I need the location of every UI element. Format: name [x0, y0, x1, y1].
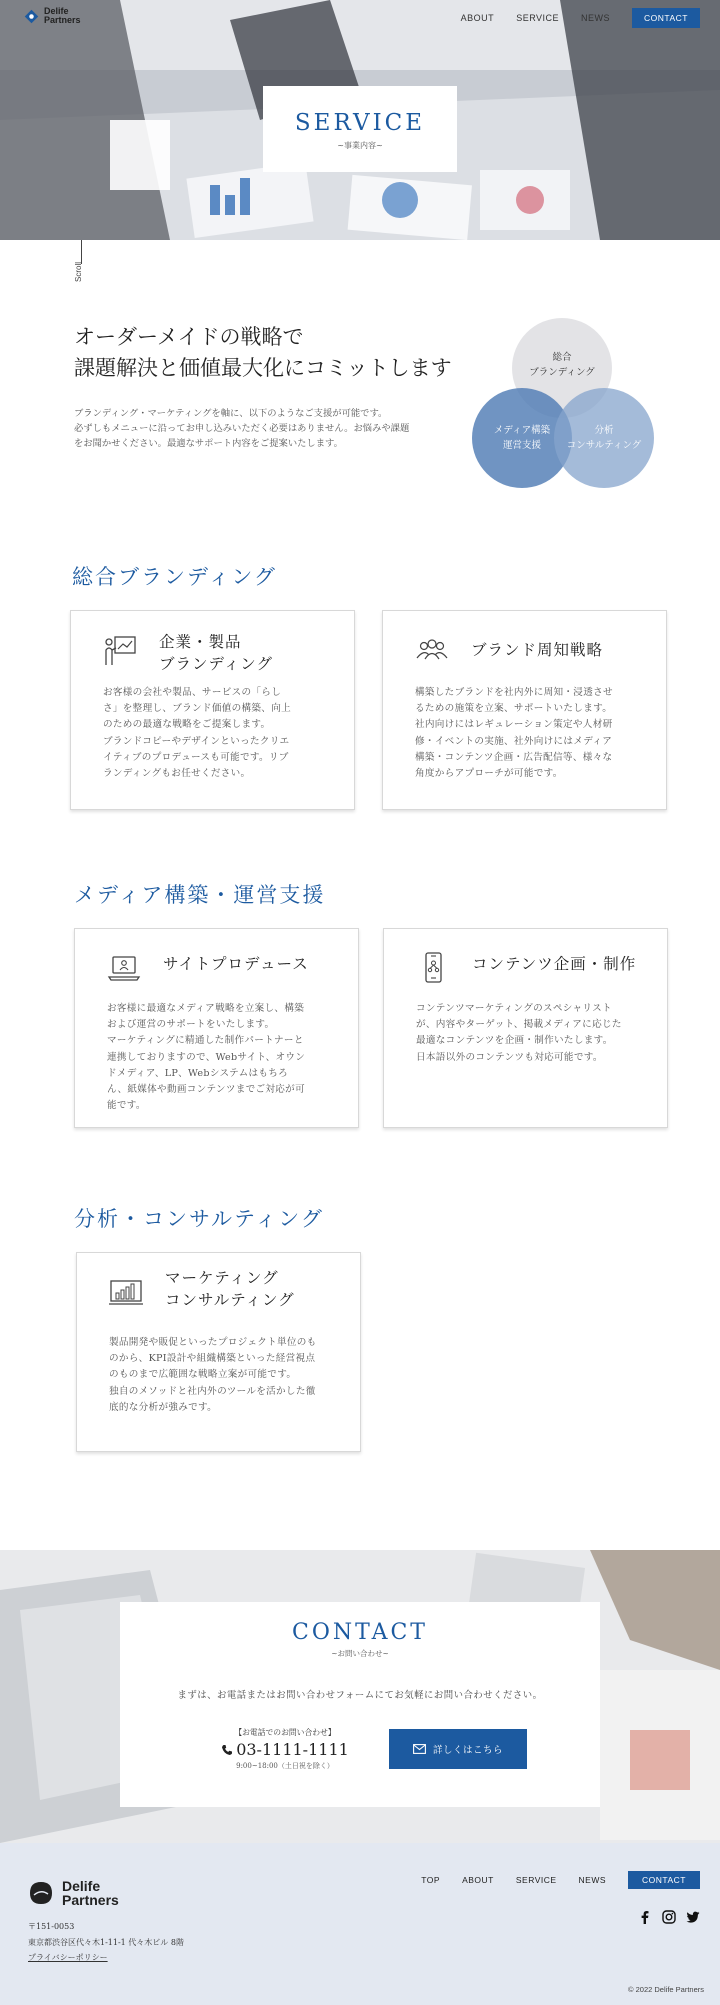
hero-title-box	[263, 86, 457, 172]
footer-logo[interactable]	[28, 1879, 119, 1907]
venn-circle-analysis	[554, 388, 654, 488]
contact-subtitle: ~お問い合わせ~	[331, 1649, 389, 1658]
page-subtitle: ~事業内容~	[337, 141, 383, 150]
intro-text-line1: ブランディング・マーケティングを軸に、以下のようなご支援が可能です。	[74, 408, 388, 419]
hero-image	[0, 0, 720, 240]
nav-contact-button[interactable]: CONTACT	[632, 8, 700, 28]
card-text-line: 能です。	[107, 1100, 146, 1112]
service-card-corporate-branding	[70, 610, 355, 810]
logo-text-line2: Partners	[44, 15, 81, 25]
card-text-line: お客様の会社や製品、サービスの「らし	[103, 687, 282, 698]
logo-mark-icon	[28, 1880, 54, 1906]
contact-panel	[120, 1602, 600, 1807]
venn-analysis-line2: コンサルティング	[566, 440, 642, 451]
venn-analysis-line1: 分析	[594, 425, 614, 436]
twitter-icon[interactable]	[686, 1909, 700, 1923]
social-links	[638, 1909, 700, 1923]
contact-lead-text: まずは、お電話またはお問い合わせフォームにてお気軽にお問い合わせください。	[177, 1690, 543, 1701]
laptop-icon	[107, 951, 141, 985]
site-logo[interactable]	[24, 7, 81, 25]
scroll-indicator[interactable]	[72, 240, 86, 285]
footer-nav-news[interactable]: NEWS	[578, 1875, 607, 1885]
card-text-line: イティブのプロデュースも可能です。リブ	[103, 751, 289, 763]
card-text-line: るための施策を立案、サポートいたします。	[415, 703, 613, 715]
footer-postal: 〒151-0053	[28, 1922, 75, 1931]
nav-news[interactable]: NEWS	[581, 13, 611, 23]
section-title-branding: 総合ブランディング	[72, 565, 277, 589]
phone-contact[interactable]	[220, 1727, 350, 1771]
scroll-line	[81, 240, 82, 264]
nav-service[interactable]: SERVICE	[516, 13, 560, 23]
card-text-line: ドメディア、LP、Webシステムはもちろ	[107, 1067, 289, 1079]
card-text	[107, 1001, 337, 1114]
service-venn-diagram	[468, 318, 668, 493]
phone-number-row[interactable]	[220, 1740, 350, 1759]
card-text-line: さ」を整理し、ブランド価値の構築、向上	[103, 703, 291, 715]
card-text-line: 連携しておりますので、Webサイト、オウン	[107, 1051, 306, 1063]
bar-chart-icon	[109, 1275, 143, 1309]
card-text-line: 製品開発や販促といったプロジェクト単位のも	[109, 1337, 317, 1348]
footer-address-line: 東京都渋谷区代々木1-11-1 代々木ビル 8階	[28, 1938, 184, 1947]
copyright: © 2022 Delife Partners	[628, 1985, 704, 1994]
card-text-line: 社内向けにはレギュレーション策定や人材研	[415, 719, 613, 731]
card-text	[415, 685, 645, 782]
card-title: コンテンツ企画・制作	[472, 955, 637, 973]
venn-media-line2: 運営支援	[502, 440, 541, 451]
card-title-line1: 企業・製品	[159, 633, 242, 651]
card-text	[416, 1001, 646, 1066]
footer-nav	[421, 1871, 700, 1889]
card-text-line: ん、紙媒体や動画コンテンツまでご対応が可	[107, 1084, 305, 1096]
card-text	[103, 685, 323, 782]
venn-branding-line2: ブランディング	[529, 367, 595, 378]
footer-logo-line2: Partners	[62, 1892, 119, 1908]
intro-text-line3: をお聞かせください。最適なサポート内容をご提案いたします。	[74, 438, 343, 449]
presentation-icon	[103, 633, 137, 667]
global-nav	[461, 8, 700, 28]
card-text-line: のから、KPI設計や組織構築といった経営視点	[109, 1353, 316, 1365]
card-title	[159, 631, 273, 675]
service-card-brand-awareness	[382, 610, 667, 810]
card-text-line: ブランドコピーやデザインといったクリエ	[103, 735, 290, 747]
card-text-line: 構築・コンテンツ企画・広告配信等、様々な	[415, 751, 613, 763]
intro-heading-line2: 課題解決と価値最大化にコミットします	[74, 356, 452, 380]
phone-label: 【お電話でのお問い合わせ】	[234, 1728, 336, 1737]
nav-about[interactable]: ABOUT	[460, 13, 495, 23]
people-icon	[415, 633, 449, 667]
card-title-line2: ブランディング	[159, 655, 273, 673]
service-card-site-produce	[74, 928, 359, 1128]
intro-text-line2: 必ずしもメニューに沿ってお申し込みいただく必要はありません。お悩みや課題	[74, 423, 410, 434]
card-text-line: 角度からアプローチが可能です。	[415, 768, 563, 780]
mail-icon	[413, 1744, 426, 1754]
instagram-icon[interactable]	[662, 1909, 676, 1923]
section-title-analysis: 分析・コンサルティング	[74, 1207, 324, 1231]
privacy-policy-link[interactable]: プライバシーポリシー	[28, 1953, 108, 1962]
section-title-media: メディア構築・運営支援	[74, 883, 326, 907]
footer-contact-button[interactable]: CONTACT	[628, 1871, 700, 1889]
venn-branding-line1: 総合	[552, 352, 572, 363]
card-title-line1: マーケティング	[165, 1269, 279, 1287]
site-footer	[0, 1843, 720, 2005]
footer-nav-about[interactable]: ABOUT	[462, 1875, 494, 1885]
card-text-line: のための最適な戦略をご提案します。	[103, 719, 271, 731]
contact-detail-button[interactable]	[389, 1729, 527, 1769]
venn-media-line1: メディア構築	[493, 425, 551, 436]
footer-nav-top[interactable]: TOP	[421, 1875, 441, 1885]
facebook-icon[interactable]	[638, 1909, 652, 1923]
card-text-line: 日本語以外のコンテンツも対応可能です。	[416, 1051, 603, 1063]
smartphone-icon	[416, 951, 450, 985]
card-text-line: マーケティングに精通した制作パートナーと	[107, 1035, 304, 1047]
card-text-line: ランディングもお任せください。	[103, 768, 251, 780]
intro-text	[74, 406, 454, 451]
card-text-line: および運営のサポートをいたします。	[107, 1019, 275, 1031]
footer-nav-service[interactable]: SERVICE	[515, 1875, 557, 1885]
card-title: サイトプロデュース	[163, 955, 309, 973]
card-text	[109, 1335, 344, 1416]
card-title: ブランド周知戦略	[471, 641, 604, 659]
phone-icon	[221, 1744, 233, 1756]
card-text-line: が、内容やターゲット、掲載メディアに応じた	[416, 1019, 622, 1031]
intro-heading	[74, 322, 452, 384]
card-title	[165, 1267, 295, 1311]
card-text-line: のものまで広範囲な戦略立案が可能です。	[109, 1369, 297, 1381]
card-text-line: 最適なコンテンツを企画・制作いたします。	[416, 1035, 613, 1047]
card-text-line: 独自のメソッドと社内外のツールを活かした徹	[109, 1385, 316, 1397]
card-text-line: 底的な分析が強みです。	[109, 1401, 218, 1413]
logo-mark-icon	[24, 9, 39, 24]
card-text-line: 修・イベントの実施、社外向けにはメディア	[415, 735, 613, 747]
phone-hours: 9:00~18:00（土日祝を除く）	[236, 1762, 334, 1770]
service-card-marketing-consulting	[76, 1252, 361, 1452]
logo-text-line1: Delife	[44, 6, 69, 16]
card-title-line2: コンサルティング	[165, 1291, 295, 1309]
footer-logo-line1: Delife	[62, 1878, 101, 1894]
contact-title: CONTACT	[292, 1620, 428, 1645]
contact-detail-label: 詳しくはこちら	[432, 1745, 503, 1756]
phone-number: 03-1111-1111	[236, 1740, 349, 1759]
site-header	[0, 0, 720, 33]
intro-heading-line1: オーダーメイドの戦略で	[74, 325, 304, 349]
card-text-line: コンテンツマーケティングのスペシャリスト	[416, 1003, 612, 1014]
scroll-label: Scroll	[74, 261, 83, 282]
page-title: SERVICE	[294, 110, 426, 136]
service-card-content-planning	[383, 928, 668, 1128]
footer-address	[28, 1919, 184, 1951]
card-text-line: 構築したブランドを社内外に周知・浸透させ	[415, 687, 613, 698]
card-text-line: お客様に最適なメディア戦略を立案し、構築	[107, 1003, 305, 1014]
